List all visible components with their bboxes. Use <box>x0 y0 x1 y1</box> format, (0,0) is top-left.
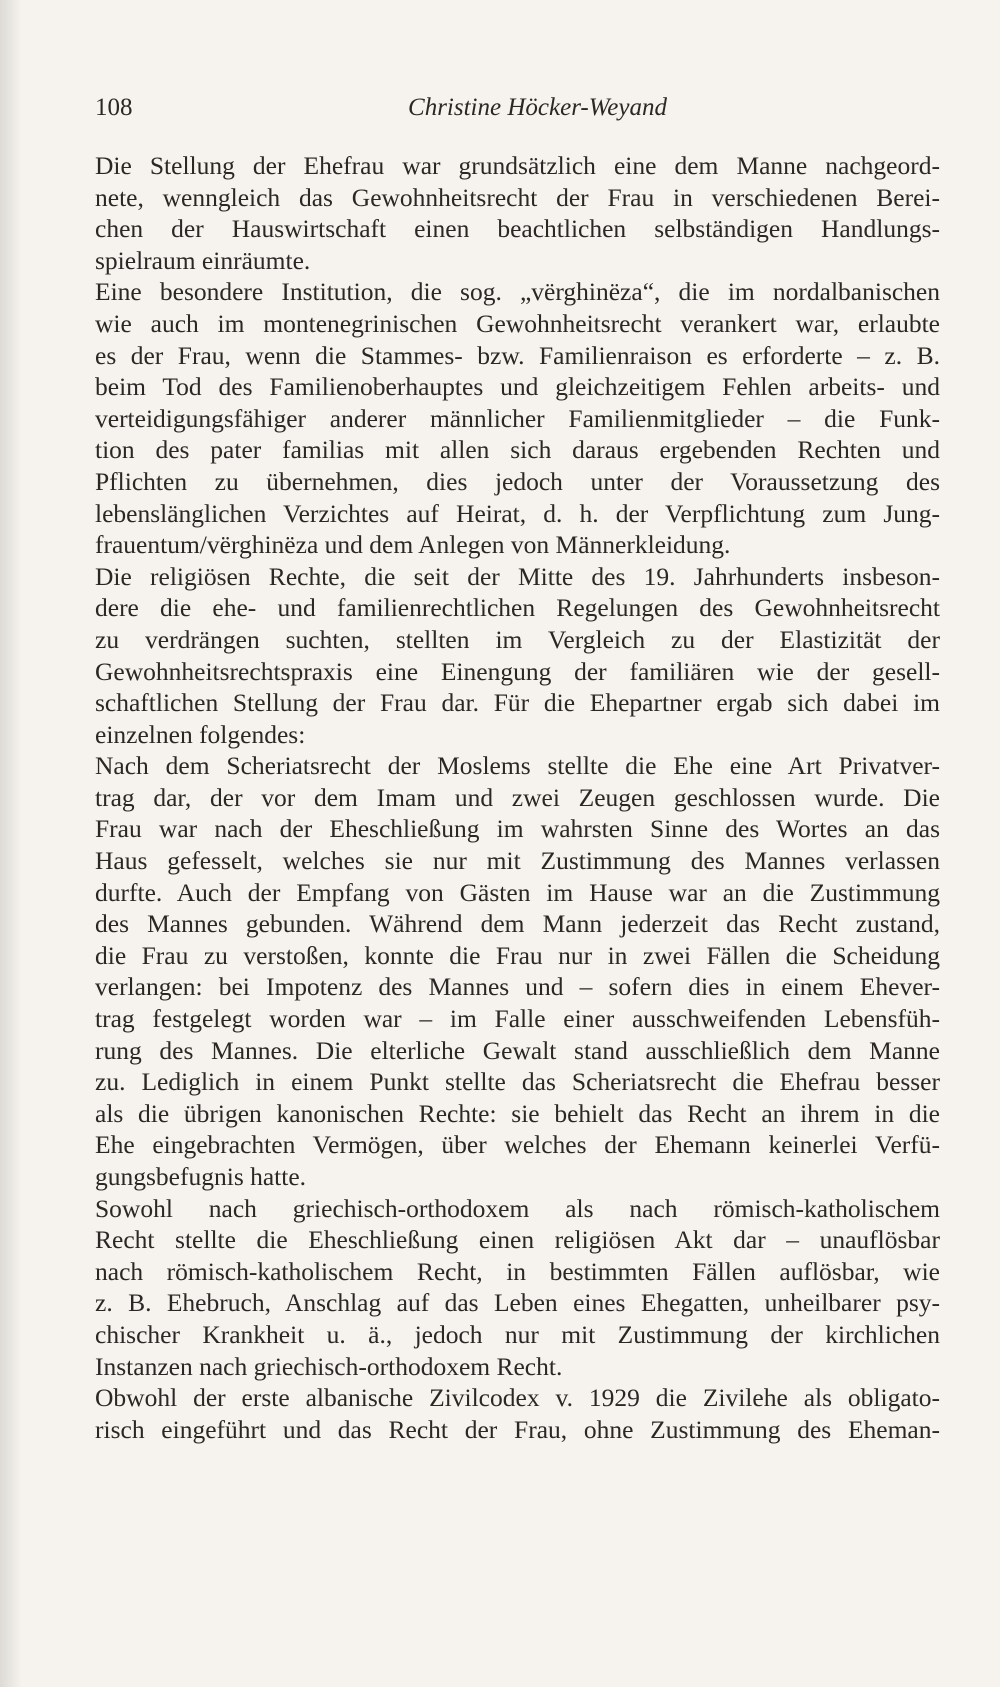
text-line: frauentum/vërghinëza und dem Anlegen von Männerkleidung. <box>95 530 731 560</box>
text-line: Recht stellte die Eheschließung einen religiösen Akt dar – unauflösbar <box>95 1225 940 1255</box>
text-line: verteidigungsfähiger anderer männlicher Familienmitglieder – die Funk- <box>95 403 940 433</box>
text-line: einzelnen folgendes: <box>95 719 306 749</box>
text-line: beim Tod des Familienoberhauptes und gleichzeitigem Fehlen arbeits- und <box>95 372 940 402</box>
text-line: rung des Mannes. Die elterliche Gewalt stand ausschließlich dem Manne <box>95 1035 940 1065</box>
text-line: z. B. Ehebruch, Anschlag auf das Leben eines Ehegatten, unheilbarer psy- <box>95 1288 940 1318</box>
text-line: Haus gefesselt, welches sie nur mit Zustimmung des Mannes verlassen <box>95 846 940 876</box>
text-line: zu verdrängen suchten, stellten im Vergleich zu der Elastizität der <box>95 624 940 654</box>
page-header <box>95 94 940 134</box>
text-line: risch eingeführt und das Recht der Frau, ohne Zustimmung des Eheman- <box>95 1414 940 1444</box>
running-head: Christine Höcker-Weyand <box>408 94 667 121</box>
text-line: nach römisch-katholischem Recht, in bestimmten Fällen auflösbar, wie <box>95 1256 940 1286</box>
text-line: Nach dem Scheriatsrecht der Moslems stellte die Ehe eine Art Privatver- <box>95 751 940 781</box>
page-edge-shadow <box>0 0 22 1687</box>
text-line: trag dar, der vor dem Imam und zwei Zeugen geschlossen wurde. Die <box>95 782 940 812</box>
text-line: dere die ehe- und familienrechtlichen Regelungen des Gewohnheitsrecht <box>95 593 940 623</box>
text-line: des Mannes gebunden. Während dem Mann jederzeit das Recht zustand, <box>95 909 940 939</box>
text-line: Die religiösen Rechte, die seit der Mitte des 19. Jahrhunderts insbeson- <box>95 561 940 591</box>
text-line: Instanzen nach griechisch-orthodoxem Recht. <box>95 1351 563 1381</box>
text-line: gungsbefugnis hatte. <box>95 1162 307 1191</box>
text-line: zu. Lediglich in einem Punkt stellte das Scheriatsrecht die Ehefrau besser <box>95 1067 940 1097</box>
text-line: Obwohl der erste albanische Zivilcodex v. 1929 die Zivilehe als obligato- <box>95 1383 940 1413</box>
text-line: Sowohl nach griechisch-orthodoxem als nach römisch-katholischem <box>95 1193 940 1223</box>
text-line: schaftlichen Stellung der Frau dar. Für die Ehepartner ergab sich dabei im <box>95 688 940 718</box>
text-line: chen der Hauswirtschaft einen beachtlichen selbständigen Handlungs- <box>95 214 940 244</box>
text-line: verlangen: bei Impotenz des Mannes und – sofern dies in einem Ehever- <box>95 972 940 1002</box>
body-text <box>95 150 940 1445</box>
text-line: lebenslänglichen Verzichtes auf Heirat, d. h. der Verpflichtung zum Jung- <box>95 498 940 528</box>
text-line: tion des pater familias mit allen sich daraus ergebenden Rechten und <box>95 435 940 465</box>
text-line: Gewohnheitsrechtspraxis eine Einengung der familiären wie der gesell- <box>95 656 940 686</box>
text-line: durfte. Auch der Empfang von Gästen im Hause war an die Zustimmung <box>95 877 940 907</box>
page-number: 108 <box>95 94 133 121</box>
text-line: Die Stellung der Ehefrau war grundsätzlich eine dem Manne nachgeord- <box>95 151 940 180</box>
text-line: spielraum einräumte. <box>95 245 311 275</box>
text-line: die Frau zu verstoßen, konnte die Frau nur in zwei Fällen die Scheidung <box>95 940 940 970</box>
text-line: Ehe eingebrachten Vermögen, über welches der Ehemann keinerlei Verfü- <box>95 1130 940 1160</box>
text-line: Eine besondere Institution, die sog. „vërghinëza“, die im nordalbanischen <box>95 277 940 307</box>
text-line: als die übrigen kanonischen Rechte: sie behielt das Recht an ihrem in die <box>95 1098 940 1128</box>
text-line: wie auch im montenegrinischen Gewohnheitsrecht verankert war, erlaubte <box>95 308 940 338</box>
text-line: Pflichten zu übernehmen, dies jedoch unter der Voraussetzung des <box>95 466 940 496</box>
text-line: chischer Krankheit u. ä., jedoch nur mit Zustimmung der kirchlichen <box>95 1319 940 1349</box>
text-line: trag festgelegt worden war – im Falle einer ausschweifenden Lebensfüh- <box>95 1004 940 1034</box>
text-line: es der Frau, wenn die Stammes- bzw. Familienraison es erforderte – z. B. <box>95 340 940 370</box>
text-line: Frau war nach der Eheschließung im wahrsten Sinne des Wortes an das <box>95 814 940 844</box>
text-line: nete, wenngleich das Gewohnheitsrecht der Frau in verschiedenen Berei- <box>95 182 940 212</box>
